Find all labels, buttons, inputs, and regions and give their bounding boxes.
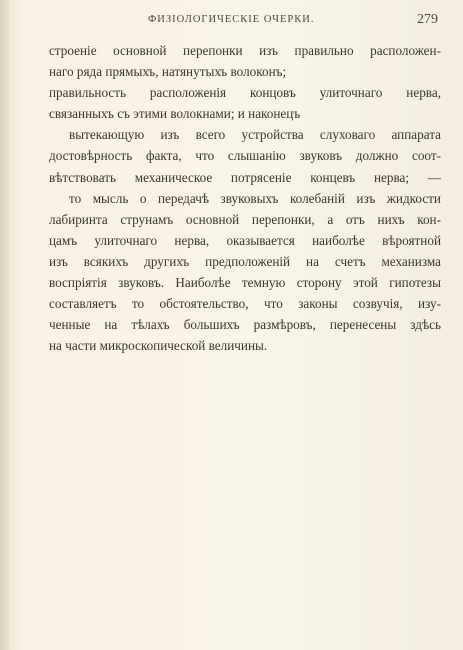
text-line: воспріятія звуковъ. Наиболѣе темную сторону этой гипотезы — [49, 275, 441, 291]
running-header: ФИЗІОЛОГИЧЕСКІЕ ОЧЕРКИ. — [148, 14, 315, 25]
text-line: то мысль о передачѣ звуковыхъ колебаній изъ жидкости — [69, 190, 441, 206]
text-line: составляетъ то обстоятельство, что законы созвучія, изу- — [49, 296, 441, 312]
text-line: вѣтствовать механическое потрясеніе концевъ нерва; — — [49, 169, 441, 185]
text-line: достовѣрность факта, что слышанію звуковъ должно соот- — [49, 148, 441, 164]
text-line: ченные на тѣлахъ большихъ размѣровъ, перенесены здѣсь — [49, 317, 441, 333]
text-line: изъ всякихъ другихъ предположеній на счетъ механизма — [49, 253, 441, 269]
text-line: правильность расположенія концовъ улиточнаго нерва, — [49, 85, 441, 101]
text-line: лабиринта струнамъ основной перепонки, а отъ нихъ кон- — [49, 211, 441, 227]
text-line: связанныхъ съ этими волокнами; и наконецъ — [49, 106, 301, 122]
text-line: на части микроскопической величины. — [49, 338, 268, 354]
body-text — [49, 40, 441, 356]
text-line: строеніе основной перепонки изъ правильно расположен- — [49, 43, 441, 58]
text-line: наго ряда прямыхъ, натянутыхъ волоконъ; — [49, 64, 287, 80]
page-number: 279 — [417, 12, 438, 27]
text-line: вытекающую изъ всего устройства слуховаго аппарата — [69, 127, 441, 143]
page-spine-shadow — [0, 0, 10, 650]
text-line: цамъ улиточнаго нерва, оказывается наиболѣе вѣроятной — [49, 232, 441, 248]
